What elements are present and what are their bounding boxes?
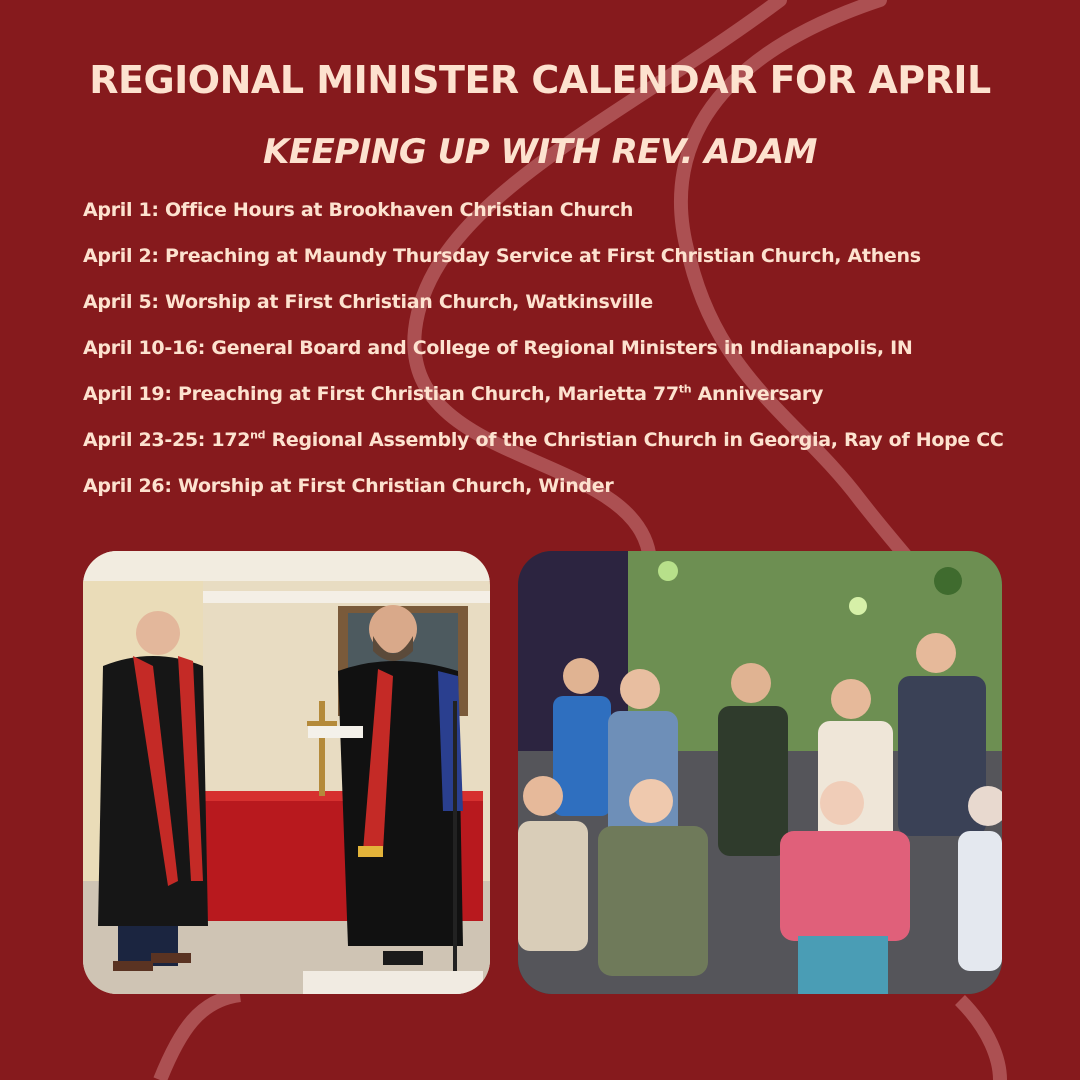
- event-text: April 2: Preaching at Maundy Thursday Service at First Christian Church, Athens: [83, 245, 921, 267]
- page-title: REGIONAL MINISTER CALENDAR FOR APRIL: [89, 58, 991, 102]
- page-subtitle: KEEPING UP WITH REV. ADAM: [263, 132, 817, 172]
- event-item: [83, 285, 1043, 331]
- event-item: [83, 377, 1043, 423]
- event-item: [83, 193, 1043, 239]
- event-text: April 5: Worship at First Christian Church, Watkinsville: [83, 291, 653, 313]
- event-text: April 23-25: 172: [83, 429, 251, 451]
- group-photo: [518, 551, 1002, 994]
- event-text-after: Anniversary: [691, 383, 824, 405]
- ordinal-suffix: th: [678, 382, 692, 396]
- event-text: April 19: Preaching at First Christian Church, Marietta 77: [83, 383, 679, 405]
- event-item: [83, 423, 1043, 469]
- event-text: April 26: Worship at First Christian Church, Winder: [83, 475, 614, 497]
- church-installation-photo: [83, 551, 490, 994]
- event-text: April 1: Office Hours at Brookhaven Christian Church: [83, 199, 634, 221]
- event-list: [83, 193, 1043, 515]
- event-item: [83, 331, 1043, 377]
- event-item: [83, 239, 1043, 285]
- event-item: [83, 469, 1043, 515]
- event-text-after: Regional Assembly of the Christian Church in Georgia, Ray of Hope CC: [265, 429, 1004, 451]
- ordinal-suffix: nd: [250, 428, 266, 442]
- event-text: April 10-16: General Board and College of Regional Ministers in Indianapolis, IN: [83, 337, 913, 359]
